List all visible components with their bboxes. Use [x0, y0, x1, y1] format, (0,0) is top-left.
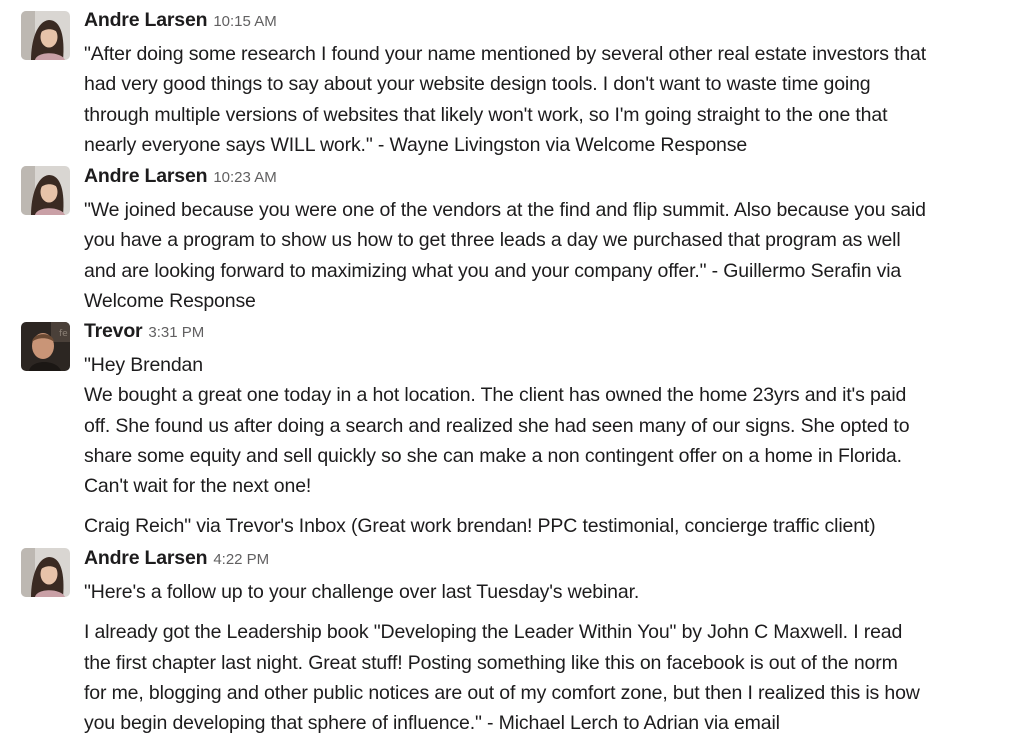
- message-body: [84, 547, 1004, 738]
- message-text-line: nearly everyone says WILL work." - Wayne Livingston via Welcome Response: [84, 133, 748, 156]
- sender-name[interactable]: Andre Larsen: [84, 547, 208, 569]
- message-timestamp[interactable]: 10:23 AM: [213, 169, 277, 186]
- message-text-line: I already got the Leadership book "Developing the Leader Within You" by John C Maxwell. I read: [84, 621, 903, 644]
- user-photo-woman-icon: [21, 166, 70, 215]
- message-text-line: you begin developing that sphere of influence." - Michael Lerch to Adrian via email: [84, 712, 780, 735]
- message-text-line: for me, blogging and other public notices are out of my comfort zone, but then I realized this is how: [84, 681, 920, 704]
- user-photo-woman-icon: [21, 548, 70, 597]
- user-photo-woman-icon: [21, 11, 70, 60]
- message-text-line: Welcome Response: [84, 289, 256, 312]
- message-timestamp[interactable]: 4:22 PM: [213, 551, 270, 568]
- message-text-line: We bought a great one today in a hot location. The client has owned the home 23yrs and it's paid: [84, 384, 907, 407]
- avatar[interactable]: [21, 11, 70, 60]
- message-body: [84, 9, 1004, 160]
- message-body: [84, 320, 1004, 542]
- message-text-line: Can't wait for the next one!: [84, 475, 312, 498]
- message-text-line: Craig Reich" via Trevor's Inbox (Great work brendan! PPC testimonial, concierge traffic client): [84, 515, 876, 538]
- message-timestamp[interactable]: 10:15 AM: [213, 13, 277, 30]
- message-text-line: you have a program to show us how to get three leads a day we purchased that program as well: [84, 229, 901, 252]
- message-text-line: "Here's a follow up to your challenge over last Tuesday's webinar.: [84, 581, 640, 603]
- message-text-line: and are looking forward to maximizing what you and your company offer." - Guillermo Serafin via: [84, 259, 902, 282]
- message-text-line: had very good things to say about your website design tools. I don't want to waste time going: [84, 73, 871, 96]
- svg-text:fe: fe: [59, 329, 68, 339]
- message-text-line: share some equity and sell quickly so she can make a non contingent offer on a home in Florida.: [84, 444, 902, 467]
- message-text-line: "After doing some research I found your name mentioned by several other real estate investors that: [84, 43, 927, 65]
- message-timestamp[interactable]: 3:31 PM: [148, 324, 205, 341]
- message-text-line: off. She found us after doing a search and realized she had seen many of our signs. She opted to: [84, 414, 910, 437]
- message-body: [84, 165, 1004, 316]
- user-photo-man-icon: [21, 322, 70, 371]
- avatar[interactable]: [21, 548, 70, 597]
- message-text-line: "We joined because you were one of the vendors at the find and flip summit. Also because you said: [84, 199, 926, 221]
- sender-name[interactable]: Andre Larsen: [84, 9, 208, 31]
- sender-name[interactable]: Trevor: [84, 320, 143, 342]
- message-text-line: "Hey Brendan: [84, 354, 203, 376]
- message-text-line: through multiple versions of websites that likely won't work, so I'm going straight to the one that: [84, 103, 888, 126]
- avatar[interactable]: [21, 166, 70, 215]
- sender-name[interactable]: Andre Larsen: [84, 165, 208, 187]
- avatar[interactable]: [21, 322, 70, 371]
- message-text-line: the first chapter last night. Great stuff! Posting something like this on facebook is out of the norm: [84, 651, 898, 674]
